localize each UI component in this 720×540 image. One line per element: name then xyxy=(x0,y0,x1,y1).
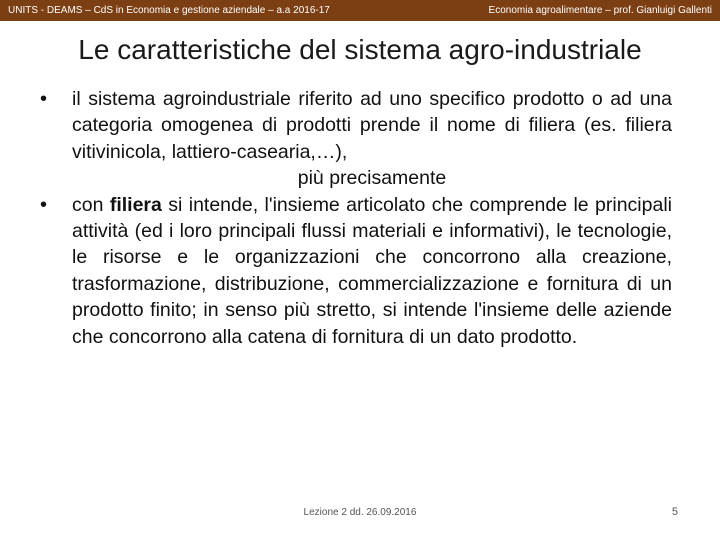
bullet-prefix: con xyxy=(72,193,110,216)
page-number: 5 xyxy=(671,506,678,518)
slide-title: Le caratteristiche del sistema agro-industriale xyxy=(78,34,642,65)
bold-term: filiera xyxy=(109,193,162,216)
bullet-marker: • xyxy=(40,193,48,216)
header-bar xyxy=(0,0,720,21)
footer-lesson-info: Lezione 2 dd. 26.09.2016 xyxy=(303,507,417,518)
slide-body xyxy=(28,86,672,350)
bullet-text: il sistema agroindustriale riferito ad uno specifico prodotto o ad una categoria omogenea di prodotti prende il nome di filiera (es. filiera vitivinicola, lattiero-casearia,…), xyxy=(72,88,672,163)
bullet-item-1 xyxy=(28,86,672,165)
bullet-marker: • xyxy=(40,88,48,110)
centered-connector-text: più precisamente xyxy=(297,167,447,190)
header-course-info: UNITS - DEAMS – CdS in Economia e gestione aziendale – a.a 2016-17 xyxy=(8,5,330,16)
bullet-item-2 xyxy=(28,192,672,350)
header-professor-info: Economia agroalimentare – prof. Gianluigi Gallenti xyxy=(488,5,712,16)
bullet-text: si intende, l'insieme articolato che comprende le principali attività (ed i loro principali flussi materiali e informativi), le tecnologie, le risorse e le organizzazioni che concorrono alla creazione, trasformazione, distribuzione, commercializzazione e fornitura di un prodotto finito; in senso più stretto, si intende l'insieme delle aziende che concorrono alla catena di fornitura di un dato prodotto. xyxy=(72,193,672,348)
